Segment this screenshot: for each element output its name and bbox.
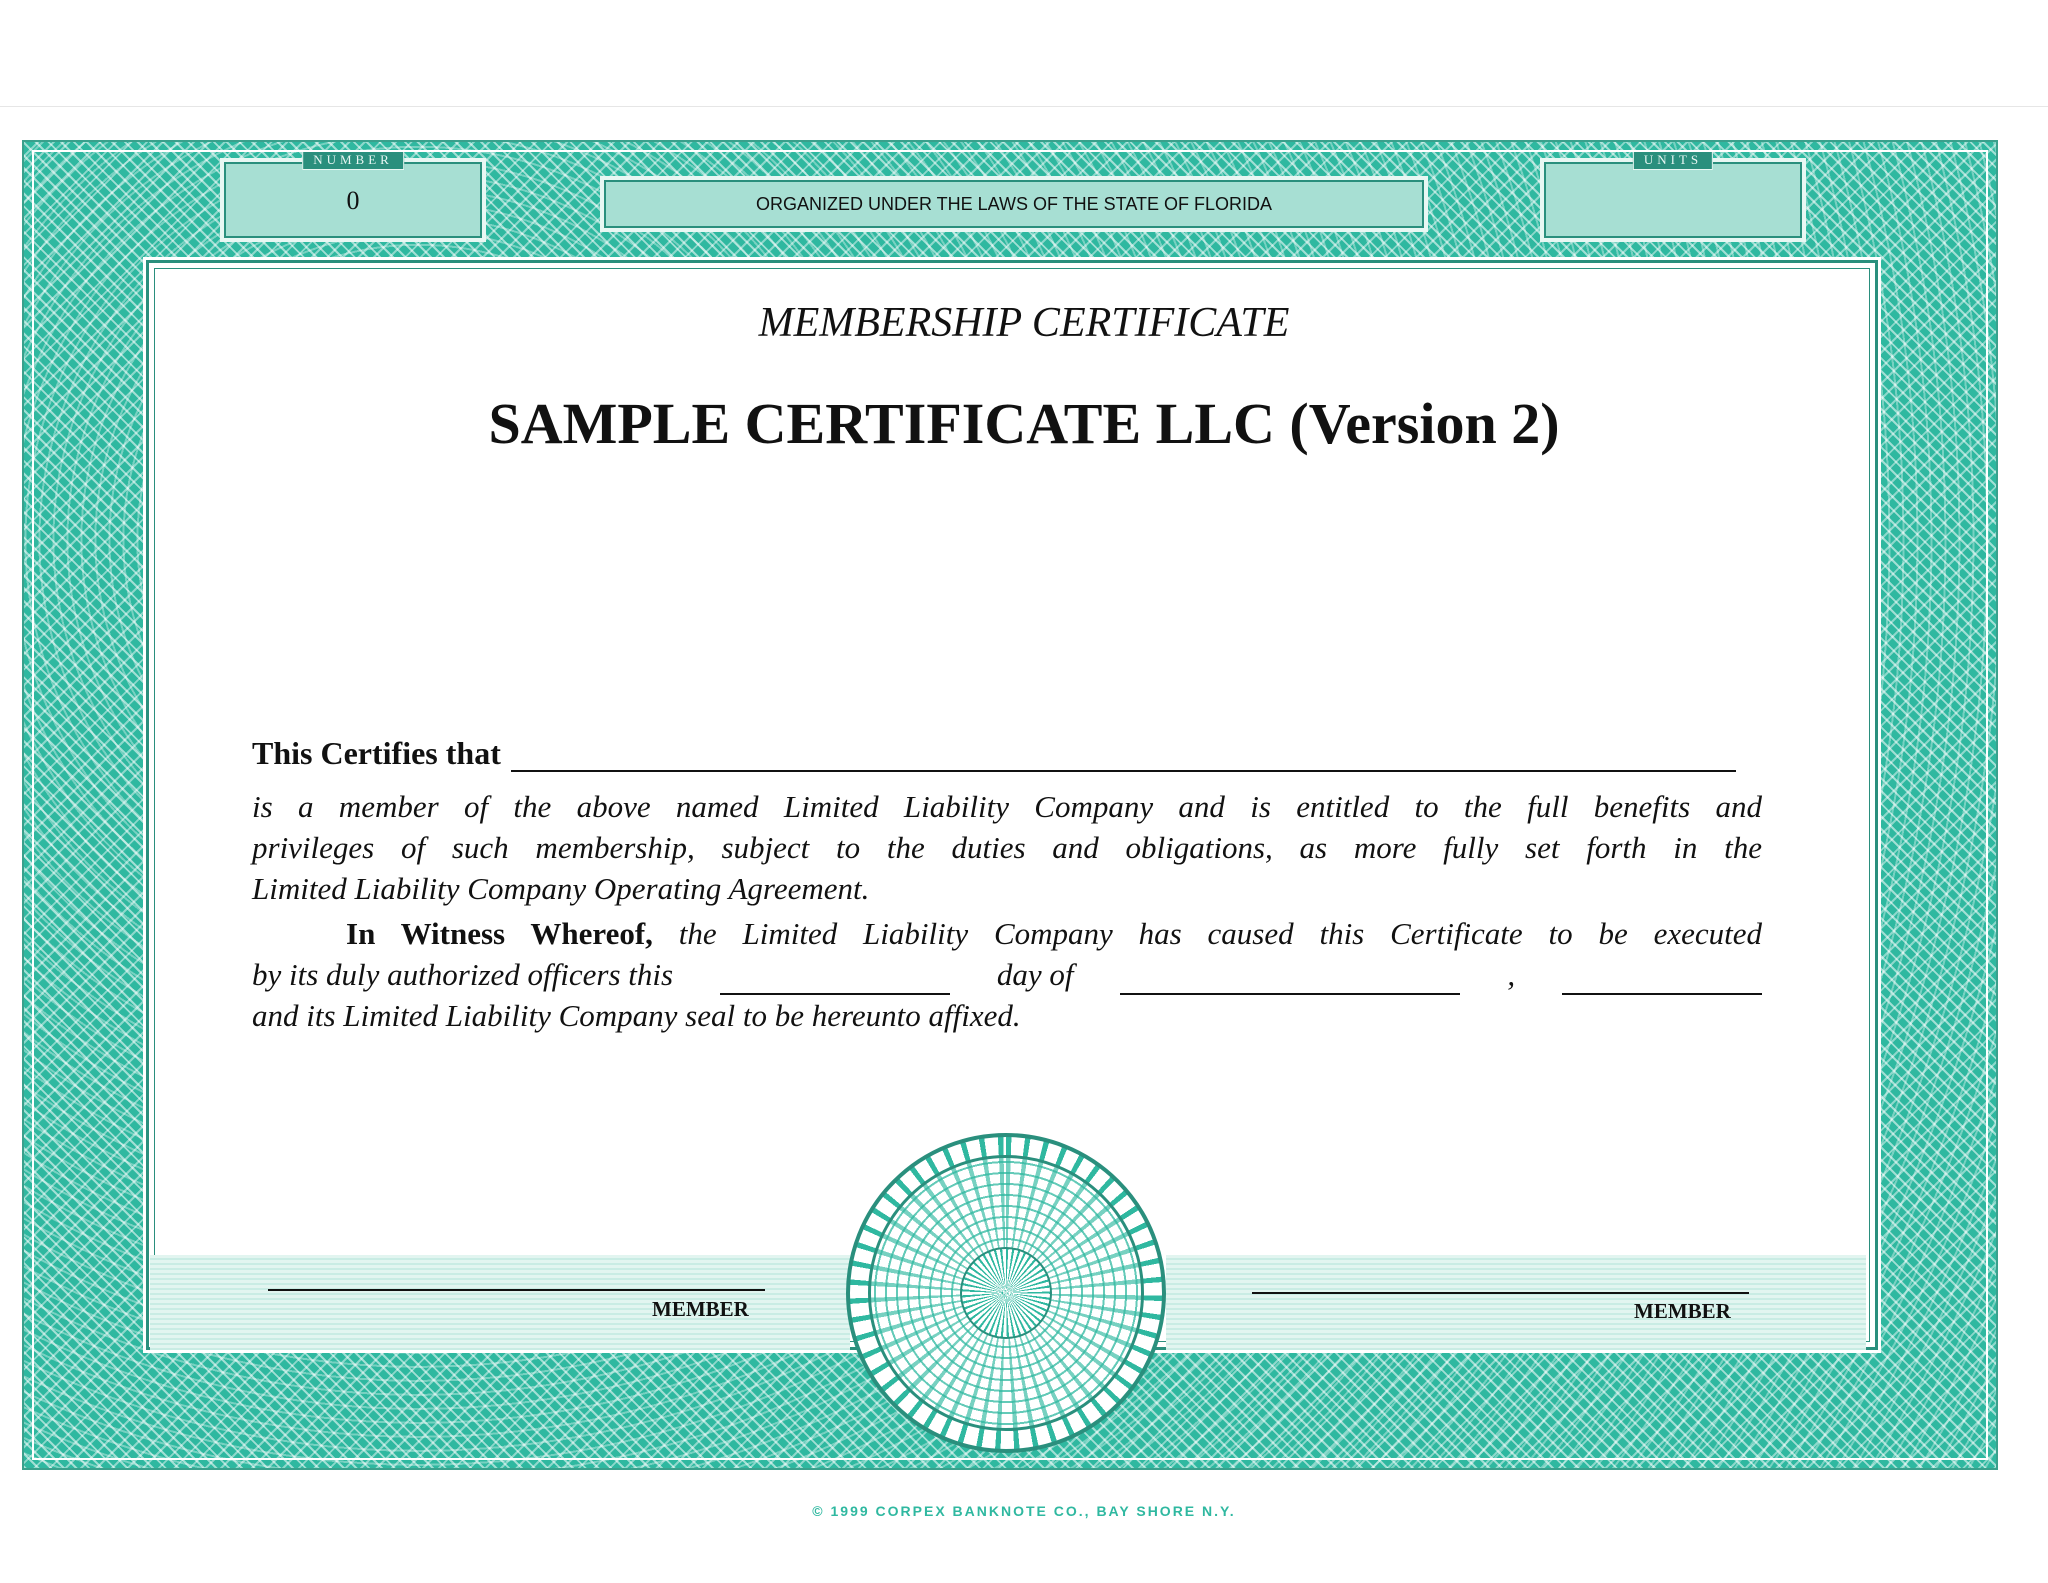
- right-signature-line[interactable]: [1252, 1292, 1749, 1294]
- units-label: UNITS: [1633, 150, 1713, 170]
- organized-under-banner: ORGANIZED UNDER THE LAWS OF THE STATE OF FLORIDA: [604, 180, 1424, 228]
- witness-text-2a: by its duly authorized officers this: [252, 957, 674, 992]
- certifies-line: [252, 735, 1736, 772]
- number-box: [224, 152, 482, 238]
- membership-line-3: Limited Liability Company Operating Agreement.: [252, 871, 870, 906]
- left-signature-line[interactable]: [268, 1289, 765, 1291]
- units-box: [1544, 152, 1802, 238]
- witness-line-3: and its Limited Liability Company seal to be hereunto affixed.: [252, 998, 1021, 1033]
- day-blank[interactable]: [720, 965, 950, 995]
- membership-line-2: privileges of such membership, subject to the duties and obligations, as more fully set forth in the: [252, 830, 1762, 865]
- number-label: NUMBER: [302, 150, 404, 170]
- right-member-label: MEMBER: [1634, 1299, 1731, 1323]
- witness-paragraph: [252, 913, 1762, 1036]
- membership-line-1: is a member of the above named Limited Liability Company and is entitled to the full benefits and: [252, 789, 1762, 824]
- certificate-subtitle: MEMBERSHIP CERTIFICATE: [758, 300, 1290, 346]
- corporate-seal-rosette: [846, 1133, 1166, 1453]
- witness-lead: In Witness Whereof,: [346, 916, 653, 951]
- witness-line-1: [252, 913, 1762, 954]
- scan-page-edge: [0, 106, 2048, 107]
- certificate-number: 0: [346, 186, 360, 215]
- year-blank[interactable]: [1562, 965, 1762, 995]
- copyright-footer: © 1999 CORPEX BANKNOTE CO., BAY SHORE N.Y.: [812, 1503, 1236, 1519]
- witness-line-2: [252, 954, 1762, 995]
- month-blank[interactable]: [1120, 965, 1460, 995]
- company-title: SAMPLE CERTIFICATE LLC (Version 2): [488, 391, 1560, 456]
- witness-text-2b: day of: [996, 957, 1074, 992]
- left-member-label: MEMBER: [652, 1297, 749, 1321]
- membership-paragraph: [252, 786, 1762, 909]
- witness-text-1: the Limited Liability Company has caused this Certificate to be executed: [652, 916, 1762, 951]
- certifies-label: This Certifies that: [252, 735, 501, 771]
- right-signature-band: [1166, 1255, 1866, 1350]
- member-name-blank[interactable]: [511, 740, 1736, 772]
- witness-comma: ,: [1507, 957, 1516, 992]
